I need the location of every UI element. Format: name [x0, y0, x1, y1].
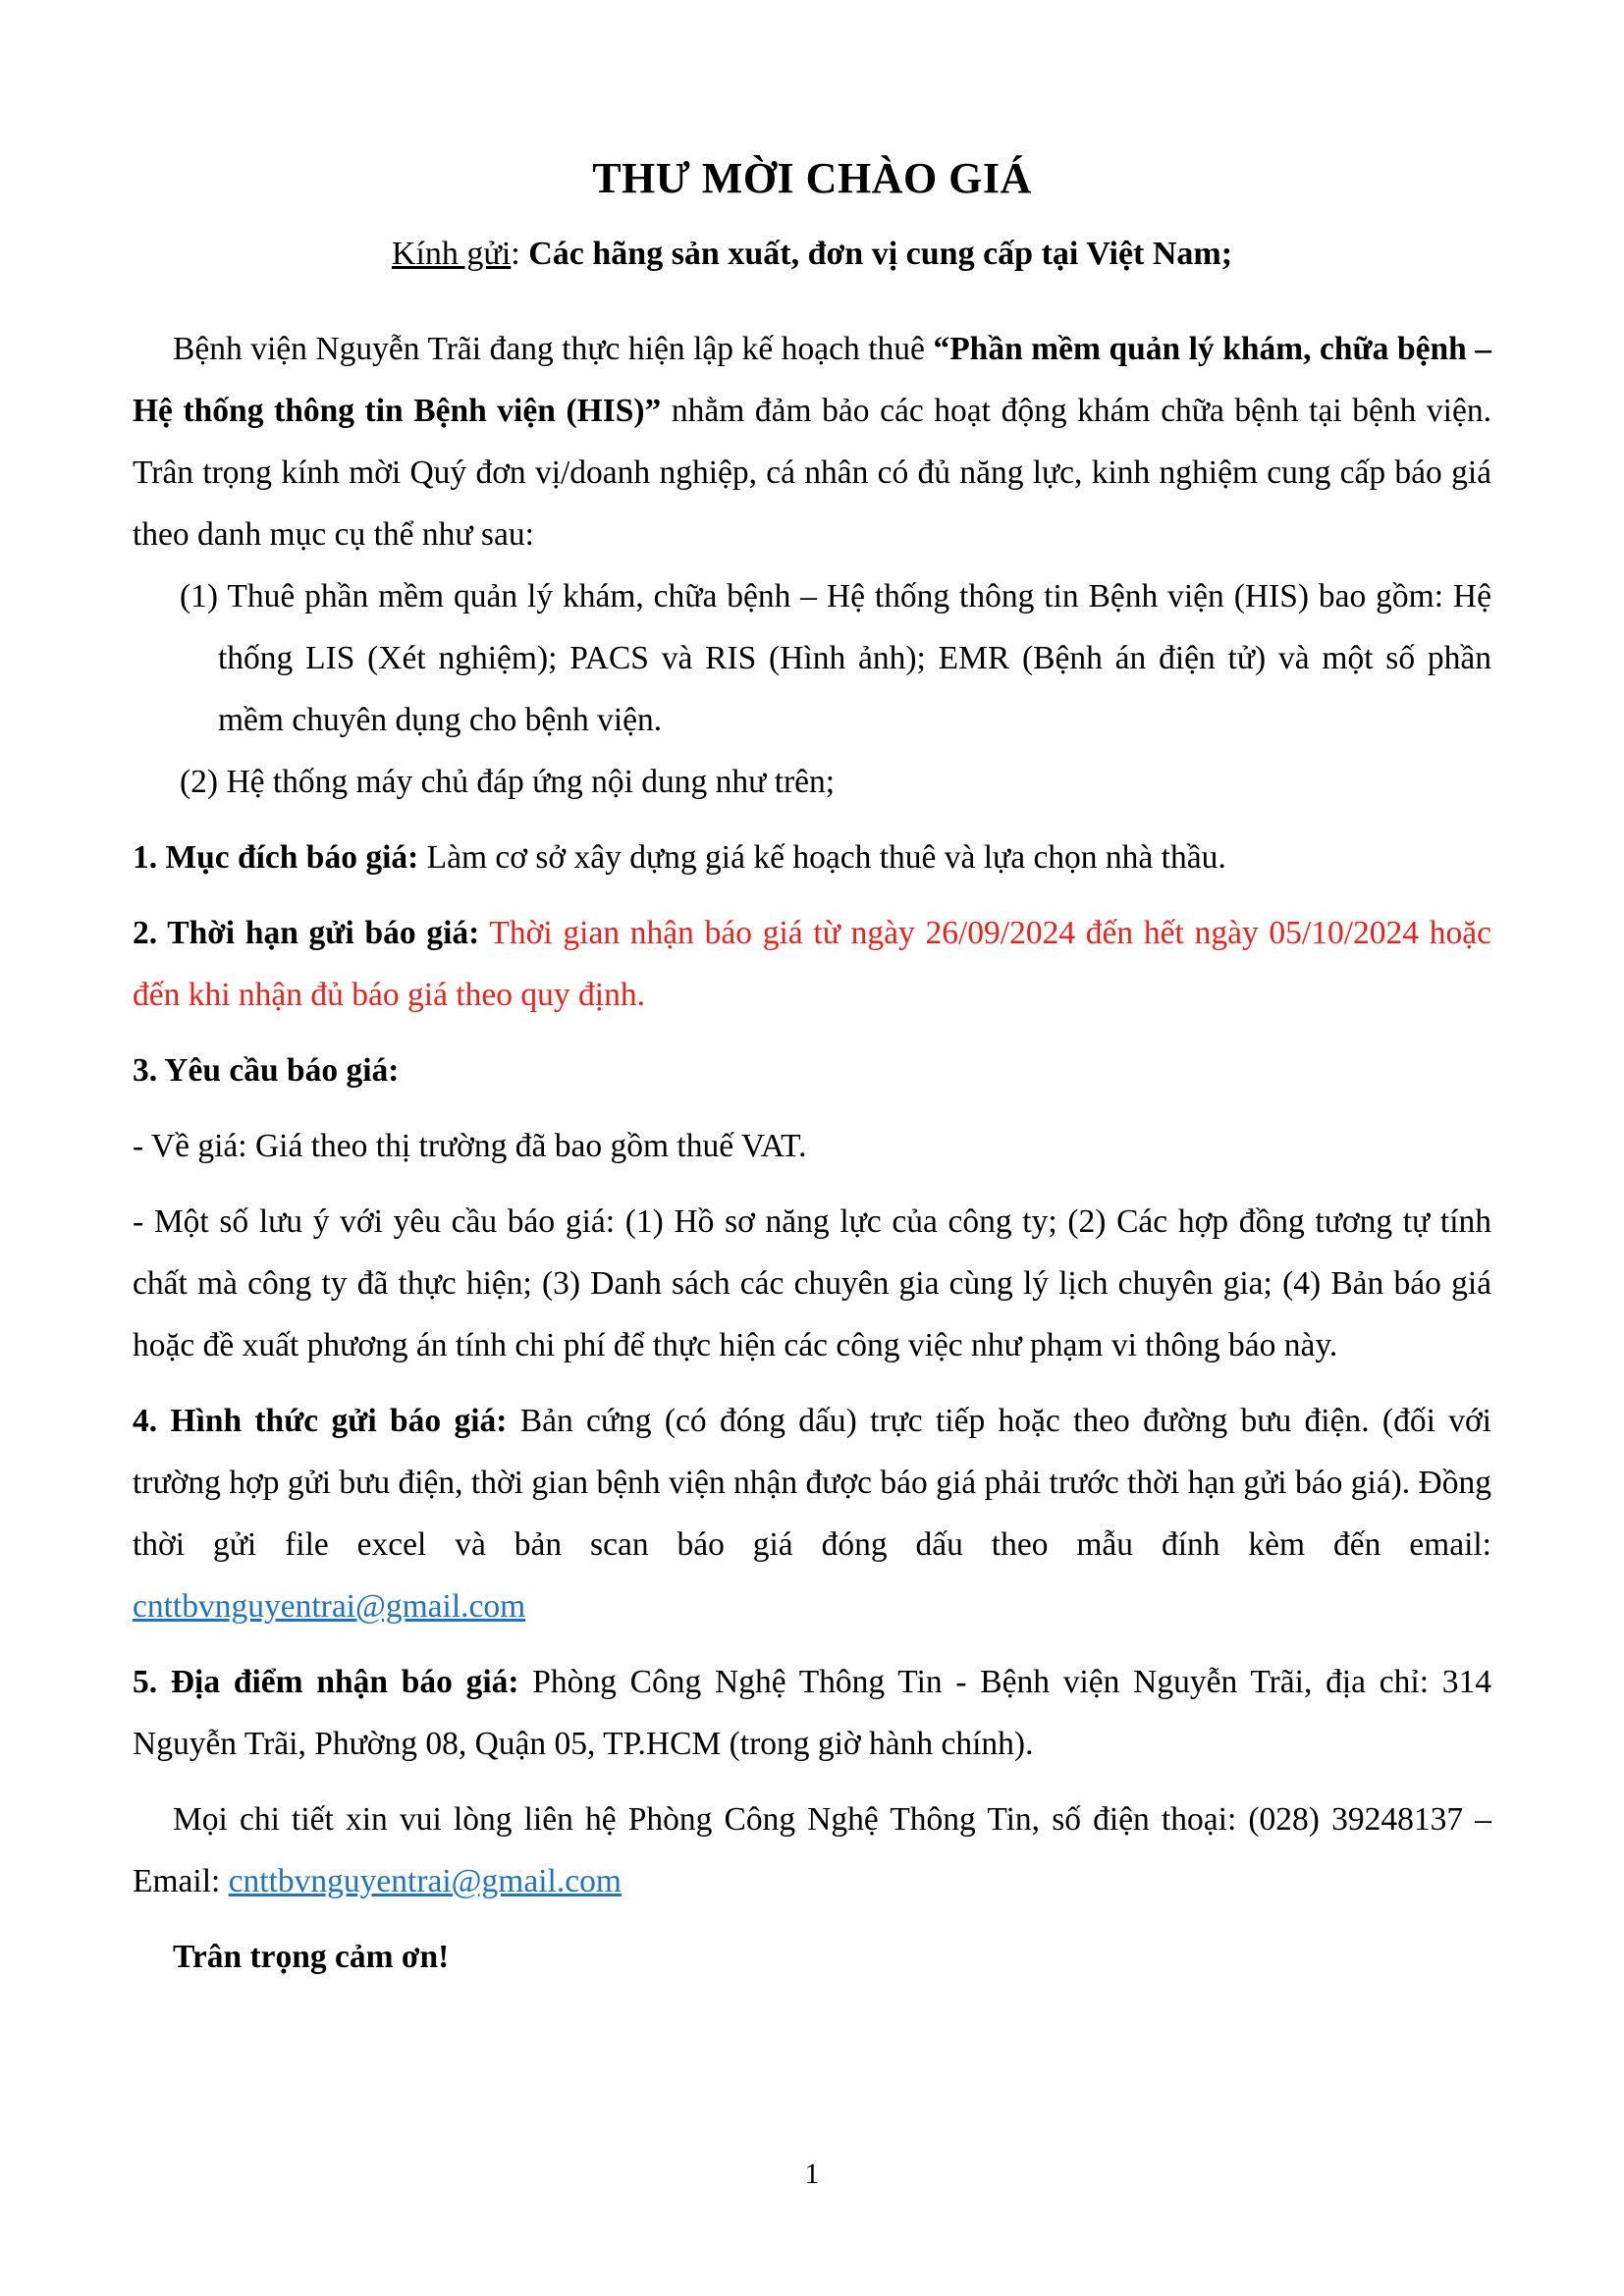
section-deadline — [133, 902, 1491, 1026]
salutation-separator: : — [511, 236, 529, 272]
scope-item-2 — [133, 751, 1491, 813]
intro-text-lead: Bệnh viện Nguyễn Trãi đang thực hiện lập kế hoạch thuê — [173, 331, 934, 367]
section-location — [133, 1651, 1491, 1775]
intro-text-tail: nhằm đảm bảo các hoạt động khám chữa bệnh tại bệnh viện. Trân trọng kính mời Quý đơn vị/doanh nghiệp, cá nhân có đủ năng lực, kinh nghiệm cung cấp báo giá theo danh mục cụ thể như sau: — [133, 393, 1491, 553]
closing-line — [133, 1926, 1491, 1988]
scope-item-1-text: Thuê phần mềm quản lý khám, chữa bệnh – Hệ thống thông tin Bệnh viện (HIS) bao gồm: Hệ thống LIS (Xét nghiệm); PACS và RIS (Hình ảnh); EMR (Bệnh án điện tử) và một số phần mềm chuyên dụng cho bệnh viện. — [218, 578, 1491, 738]
intro-paragraph — [133, 318, 1491, 565]
salutation — [133, 232, 1491, 277]
section-delivery — [133, 1390, 1491, 1637]
section-delivery-body: Bản cứng (có đóng dấu) trực tiếp hoặc theo đường bưu điện. (đối với trường hợp gửi bưu điện, thời gian bệnh viện nhận được báo giá phải trước thời hạn gửi báo giá). Đồng thời gửi file excel và bản scan báo giá đóng dấu theo mẫu đính kèm đến email: — [133, 1403, 1491, 1563]
contact-text: Mọi chi tiết xin vui lòng liên hệ Phòng Công Nghệ Thông Tin, số điện thoại: (028) 39248137 – Email: — [133, 1801, 1491, 1899]
section-location-body: Phòng Công Nghệ Thông Tin - Bệnh viện Nguyễn Trãi, địa chỉ: 314 Nguyễn Trãi, Phường 08, Quận 05, TP.HCM (trong giờ hành chính). — [133, 1664, 1491, 1762]
section-deadline-heading: 2. Thời hạn gửi báo giá: — [133, 915, 480, 951]
scope-item-1-marker: (1) — [180, 578, 228, 614]
section-location-heading: 5. Địa điểm nhận báo giá: — [133, 1664, 519, 1700]
contact-email-link[interactable]: cnttbvnguyentrai@gmail.com — [228, 1863, 622, 1899]
requirements-bullet-notes: - Một số lưu ý với yêu cầu báo giá: (1) Hồ sơ năng lực của công ty; (2) Các hợp đồng tương tự tính chất mà công ty đã thực hiện; (3) Danh sách các chuyên gia cùng lý lịch chuyên gia; (4) Bản báo giá hoặc đề xuất phương án tính chi phí để thực hiện các công việc như phạm vi thông báo này. — [133, 1203, 1491, 1363]
scope-item-2-marker: (2) — [180, 764, 227, 800]
requirements-bullet-price: - Về giá: Giá theo thị trường đã bao gồm thuế VAT. — [133, 1128, 807, 1164]
section-purpose-body: Làm cơ sở xây dựng giá kế hoạch thuê và lựa chọn nhà thầu. — [418, 839, 1226, 876]
scope-item-1 — [133, 565, 1491, 751]
section-purpose-heading: 1. Mục đích báo giá: — [133, 839, 419, 876]
section-purpose — [133, 827, 1491, 888]
section-deadline-body: Thời gian nhận báo giá từ ngày 26/09/2024 đến hết ngày 05/10/2024 hoặc đến khi nhận đủ báo giá theo quy định. — [133, 915, 1492, 1013]
delivery-email-link[interactable]: cnttbvnguyentrai@gmail.com — [133, 1588, 526, 1625]
salutation-label: Kính gửi — [391, 236, 512, 272]
section-delivery-heading: 4. Hình thức gửi báo giá: — [133, 1403, 508, 1439]
document-title: THƯ MỜI CHÀO GIÁ — [592, 154, 1032, 202]
closing-text: Trân trọng cảm ơn! — [173, 1939, 450, 1975]
intro-software-name: “Phần mềm quản lý khám, chữa bệnh – Hệ thống thông tin Bệnh viện (HIS)” — [133, 331, 1491, 429]
section-requirements-heading: 3. Yêu cầu báo giá: — [133, 1052, 400, 1089]
section-requirements-heading-row — [133, 1040, 1491, 1101]
page-number: 1 — [804, 2158, 820, 2190]
contact-paragraph — [133, 1789, 1491, 1912]
salutation-recipient: Các hãng sản xuất, đơn vị cung cấp tại Việt Nam; — [528, 236, 1233, 272]
scope-item-2-text: Hệ thống máy chủ đáp ứng nội dung như trên; — [226, 764, 836, 800]
